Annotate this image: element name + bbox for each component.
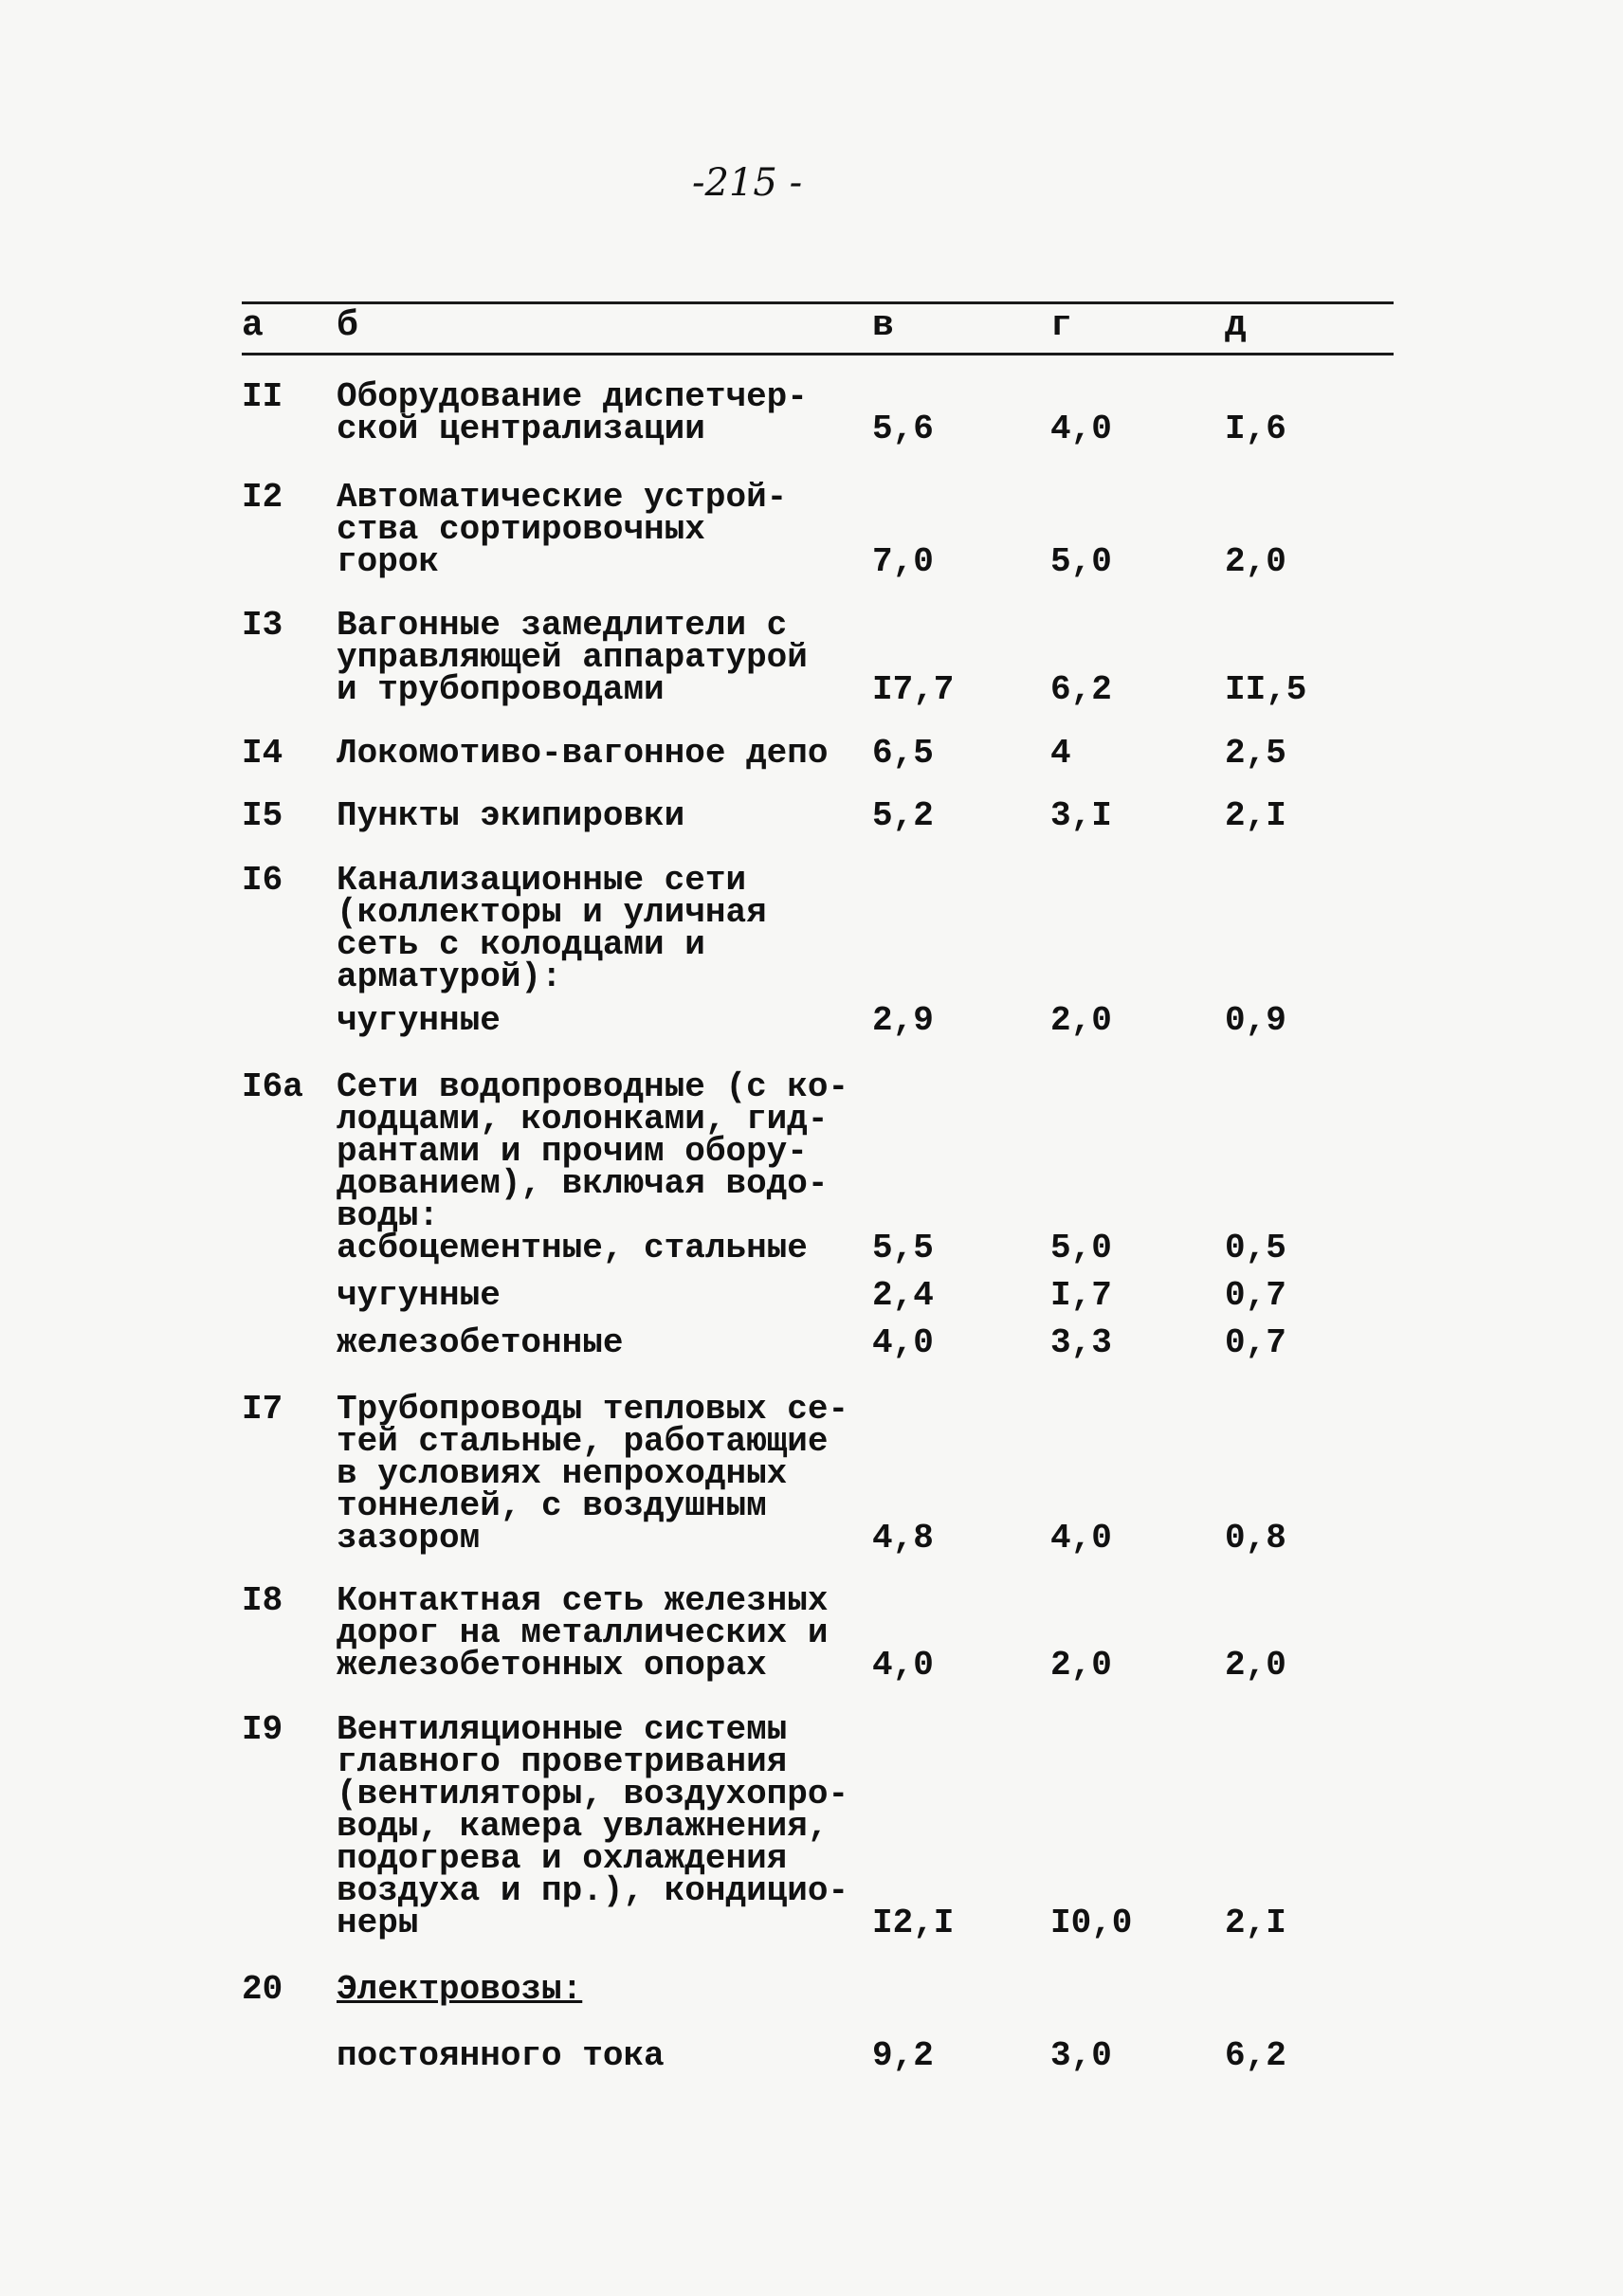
row-name: Трубопроводы тепловых се- тей стальные, работающие в условиях непроходных тоннелей, с воздушным зазором	[337, 1390, 849, 1558]
value-d: 6,2	[1225, 2036, 1286, 2075]
table-top-rule	[242, 301, 1394, 304]
value-g: 4,0	[1050, 1519, 1112, 1558]
row-name: Вентиляционные системы главного проветривания (вентиляторы, воздухопро- воды, камера увлажнения, подогрева и охлаждения воздуха и пр.), кондицио- неры	[337, 1710, 849, 1942]
table-row	[0, 478, 1623, 581]
value-d: I,6	[1225, 410, 1286, 448]
value-d: 2,0	[1225, 542, 1286, 581]
value-v: 2,9	[872, 1001, 934, 1040]
value-g: 4,0	[1050, 410, 1112, 448]
row-number: I8	[242, 1581, 283, 1620]
row-number: I6a	[242, 1067, 303, 1106]
value-g: 3,I	[1050, 796, 1112, 835]
value-g: I,7	[1050, 1276, 1112, 1315]
value-v: I2,I	[872, 1904, 955, 1942]
value-g: 6,2	[1050, 670, 1112, 709]
table-row	[0, 1323, 1623, 1362]
value-d: II,5	[1225, 670, 1307, 709]
value-v: 5,2	[872, 796, 934, 835]
table-row	[0, 861, 1623, 996]
row-name: Пункты экипировки	[337, 796, 685, 835]
row-name: Вагонные замедлители с управляющей аппаратурой и трубопроводами	[337, 606, 808, 709]
row-number: I4	[242, 734, 283, 773]
row-number: II	[242, 377, 283, 416]
row-number: I6	[242, 861, 283, 900]
header-col-d: д	[1225, 305, 1247, 346]
table-row	[0, 377, 1623, 448]
row-name: железобетонные	[337, 1323, 624, 1362]
value-d: 0,8	[1225, 1519, 1286, 1558]
row-number: I5	[242, 796, 283, 835]
value-v: 9,2	[872, 2036, 934, 2075]
value-d: 2,I	[1225, 1904, 1286, 1942]
row-name: чугунные	[337, 1276, 501, 1315]
row-name: Канализационные сети (коллекторы и уличная сеть с колодцами и арматурой):	[337, 861, 767, 996]
table-row	[0, 1970, 1623, 2009]
value-v: 5,6	[872, 410, 934, 448]
value-g: 3,0	[1050, 2036, 1112, 2075]
table-row	[0, 606, 1623, 709]
table-row	[0, 796, 1623, 835]
value-v: 6,5	[872, 734, 934, 773]
value-v: 5,5	[872, 1229, 934, 1267]
row-number: I7	[242, 1390, 283, 1429]
value-v: 4,0	[872, 1323, 934, 1362]
value-g: 2,0	[1050, 1001, 1112, 1040]
header-col-b: б	[337, 305, 358, 346]
value-d: 2,I	[1225, 796, 1286, 835]
row-name: чугунные	[337, 1001, 501, 1040]
value-d: 0,7	[1225, 1276, 1286, 1315]
value-v: 7,0	[872, 542, 934, 581]
table-row	[0, 1001, 1623, 1040]
table-row	[0, 1581, 1623, 1685]
value-d: 2,5	[1225, 734, 1286, 773]
value-v: I7,7	[872, 670, 955, 709]
value-v: 4,0	[872, 1646, 934, 1685]
page-number: -215 -	[692, 161, 803, 205]
row-number: I9	[242, 1710, 283, 1749]
table-header	[0, 305, 1623, 351]
row-number: I3	[242, 606, 283, 645]
value-g: I0,0	[1050, 1904, 1133, 1942]
row-name: постоянного тока	[337, 2036, 665, 2075]
row-name: Электровозы:	[337, 1970, 583, 2009]
row-number: 20	[242, 1970, 283, 2009]
value-g: 2,0	[1050, 1646, 1112, 1685]
value-g: 5,0	[1050, 542, 1112, 581]
row-name: Локомотиво-вагонное депо	[337, 734, 829, 773]
header-col-g: г	[1050, 305, 1072, 346]
table-row	[0, 1390, 1623, 1558]
row-name: Оборудование диспетчер- ской централизации	[337, 377, 808, 448]
value-v: 2,4	[872, 1276, 934, 1315]
value-d: 0,9	[1225, 1001, 1286, 1040]
value-g: 5,0	[1050, 1229, 1112, 1267]
value-g: 3,3	[1050, 1323, 1112, 1362]
header-col-v: в	[872, 305, 894, 346]
value-d: 2,0	[1225, 1646, 1286, 1685]
table-row	[0, 2036, 1623, 2075]
table-header-rule	[242, 353, 1394, 355]
value-g: 4	[1050, 734, 1071, 773]
row-name: Автоматические устрой- ства сортировочных горок	[337, 478, 788, 581]
value-d: 0,7	[1225, 1323, 1286, 1362]
value-d: 0,5	[1225, 1229, 1286, 1267]
value-v: 4,8	[872, 1519, 934, 1558]
table-row	[0, 734, 1623, 773]
table-row	[0, 1276, 1623, 1315]
header-col-a: а	[242, 305, 264, 346]
table-row	[0, 1067, 1623, 1267]
table-row	[0, 1710, 1623, 1942]
row-number: I2	[242, 478, 283, 517]
row-name: Сети водопроводные (с ко- лодцами, колонками, гид- рантами и прочим обору- дованием), включая водо- воды: асбоцементные, стальные	[337, 1067, 849, 1267]
row-name: Контактная сеть железных дорог на металлических и железобетонных опорах	[337, 1581, 829, 1685]
